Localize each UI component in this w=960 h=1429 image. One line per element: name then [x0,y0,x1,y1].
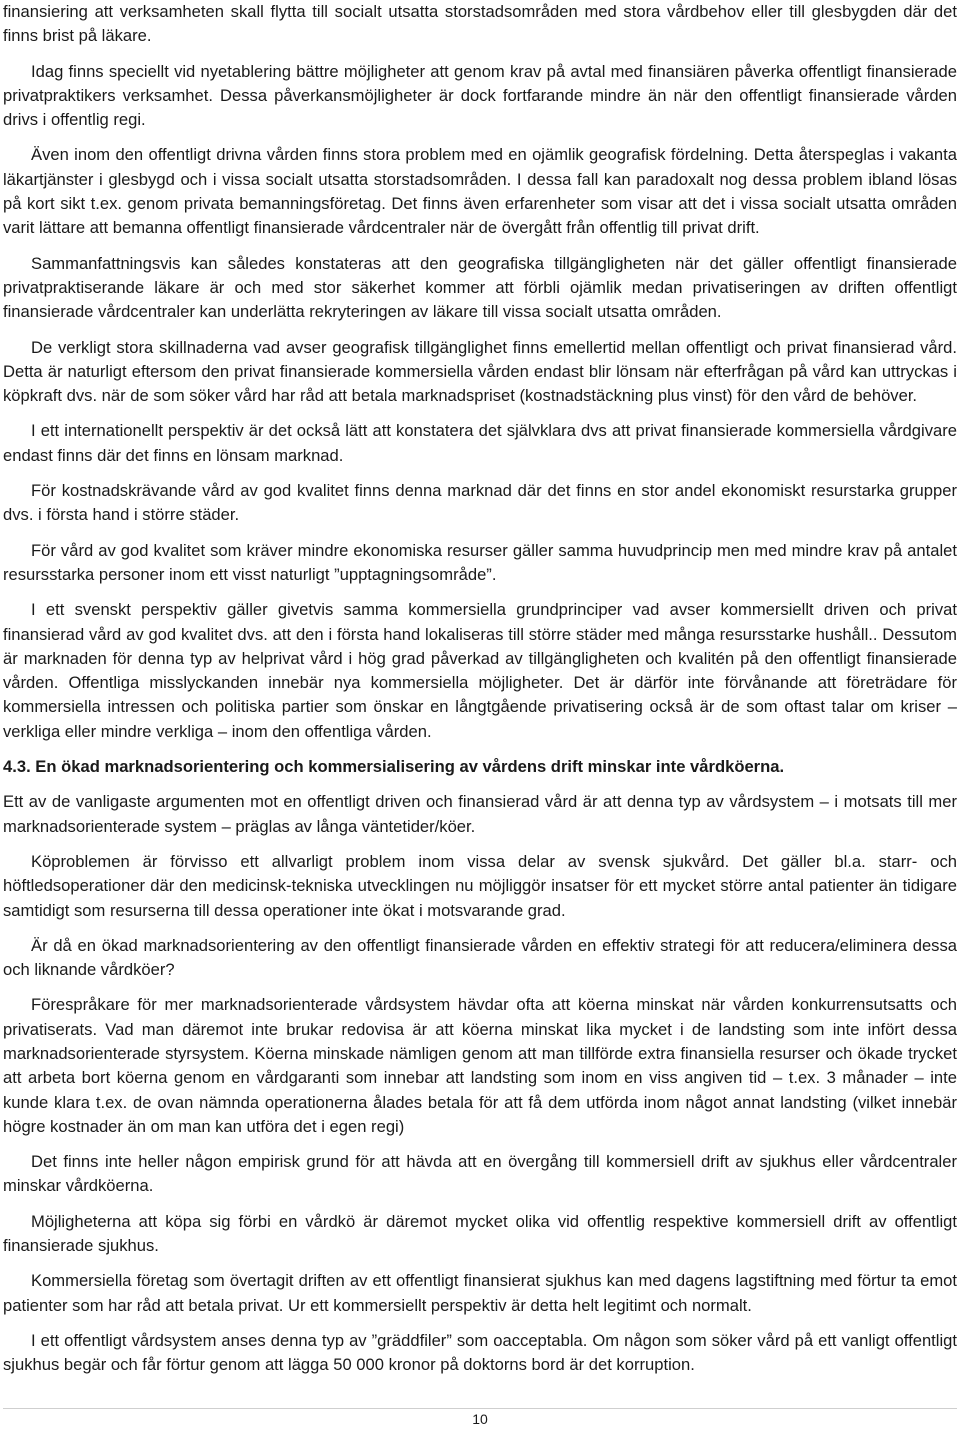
section-heading: 4.3. En ökad marknadsorientering och kommersialisering av vårdens drift minskar inte vårdköerna. [3,757,785,777]
body-paragraph: De verkligt stora skillnaderna vad avser geografisk tillgänglighet finns emellertid mellan offentligt och privat finansierad vård. Detta är naturligt eftersom den privat finansierade kommersiella vården endast blir lönsam när efterfrågan på vård kan uttryckas i köpkraft dvs. när de som söker vård har råd att betala marknadspriset (kostnadstäckning plus vinst) för den vård de behöver. [3,337,957,406]
footer-divider [3,1408,957,1409]
body-paragraph: I ett internationellt perspektiv är det också lätt att konstatera det självklara dvs att privat finansierade kommersiella vårdgivare endast finns där det finns en lönsam marknad. [3,421,957,465]
body-paragraph: Möjligheterna att köpa sig förbi en vårdkö är däremot mycket olika vid offentlig respektive kommersiell drift av offentligt finansierade sjukhus. [3,1211,957,1256]
document-page [3,0,957,1378]
body-paragraph: Det finns inte heller någon empirisk grund för att hävda att en övergång till kommersiell drift av sjukhus eller vårdcentraler minskar vårdköerna. [3,1152,957,1196]
body-paragraph: Ett av de vanligaste argumenten mot en offentligt driven och finansierad vård är att denna typ av vårdsystem – i motsats till mer marknadsorienterade system – präglas av långa väntetider/köer. [3,792,957,836]
page-number: 10 [472,1411,488,1427]
body-paragraph: För vård av god kvalitet som kräver mindre ekonomiska resurser gäller samma huvudprincip men med mindre krav på antalet resursstarka personer inom ett visst naturligt ”upptagningsområde”. [3,540,957,584]
body-paragraph: För kostnadskrävande vård av god kvalitet finns denna marknad där det finns en stor andel ekonomiskt resurstarka grupper dvs. i första hand i större städer. [3,481,957,525]
body-paragraph: Köproblemen är förvisso ett allvarligt problem inom vissa delar av svensk sjukvård. Det gäller bl.a. starr- och höftledsoperationer där den medicinsk-tekniska utvecklingen nu möjliggör insatser för ett mycket större antal patienter än tidigare samtidigt som resurserna till dessa operationer inte ökat i motsvarande grad. [3,851,957,920]
body-paragraph: Kommersiella företag som övertagit driften av ett offentligt finansierat sjukhus kan med dagens lagstiftning med förtur ta emot patienter som har råd att betala privat. Ur ett kommersiellt perspektiv är detta helt legitimt och normalt. [3,1271,957,1315]
body-paragraph: finansiering att verksamheten skall flytta till socialt utsatta storstadsområden med stora vårdbehov eller till glesbygden där det finns brist på läkare. [3,2,957,46]
body-paragraph: Sammanfattningsvis kan således konstateras att den geografiska tillgängligheten när det gäller offentligt finansierade privatpraktiserande läkare är och med stor säkerhet kommer att förbli ojämlik medan privatiseringen av driften offentligt finansierade vårdcentraler kan underlätta rekryteringen av läkare till vissa socialt utsatta områden. [3,253,957,322]
body-paragraph: Även inom den offentligt drivna vården finns stora problem med en ojämlik geografisk fördelning. Detta återspeglas i vakanta läkartjänster i glesbygd och i vissa socialt utsatta storstadsområden. I dessa fall kan paradoxalt nog dessa problem ibland lösas på kort sikt t.ex. genom privata bemanningsföretag. Det finns även erfarenheter som visar att det i vissa socialt utsatta områden varit lättare att bemanna offentligt finansierade vårdcentraler när de övergått från offentlig till privat drift. [3,145,957,238]
body-paragraph: I ett svenskt perspektiv gäller givetvis samma kommersiella grundprinciper vad avser kommersiellt driven och privat finansierad vård av god kvalitet dvs. att den i första hand lokaliseras till större städer med många resursstarke hushåll.. Dessutom är marknaden för denna typ av helprivat vård i hög grad påverkad av tillgängligheten och kvalitén på den offentligt finansierade vården. Offentliga misslyckanden innebär nya kommersiella möjligheter. Det är därför inte förvånande att företrädare för kommersiella intressen och politiska partier som önskar en långtgående privatisering också är de som oftast talar om kriser – verkliga eller mindre verkliga – inom den offentliga vården. [3,600,957,741]
body-paragraph: Är då en ökad marknadsorientering av den offentligt finansierade vården en effektiv strategi för att reducera/eliminera dessa och liknande vårdköer? [3,935,957,980]
body-paragraph: Idag finns speciellt vid nyetablering bättre möjligheter att genom krav på avtal med finansiären påverka offentligt finansierade privatpraktikers verksamhet. Dessa påverkansmöjligheter är dock fortfarande mindre än när den offentligt finansierade vården drivs i offentlig regi. [3,61,957,130]
body-paragraph: I ett offentligt vårdsystem anses denna typ av ”gräddfiler” som oacceptabla. Om någon som söker vård på ett vanligt offentligt sjukhus begär och får förtur genom att lägga 50 000 kronor på doktorns bord är det korruption. [3,1330,957,1375]
body-paragraph: Förespråkare för mer marknadsorienterade vårdsystem hävdar ofta att köerna minskat när vården konkurrensutsatts och privatiserats. Vad man däremot inte brukar redovisa är att köerna minskat lika mycket i de landsting som inte infört dessa marknadsorienterade styrsystem. Köerna minskade nämligen genom att man tillförde extra finansiella resurser och ökade trycket att arbeta bort köerna genom en vårdgaranti som innebar att landsting som inom en viss angiven tid – t.ex. 3 månader – inte kunde klara t.ex. de ovan nämnda operationerna ålades betala för att få dem utförda inom något annat landsting (vilket innebär högre kostnader än om man kan utföra det i egen regi) [3,995,957,1136]
